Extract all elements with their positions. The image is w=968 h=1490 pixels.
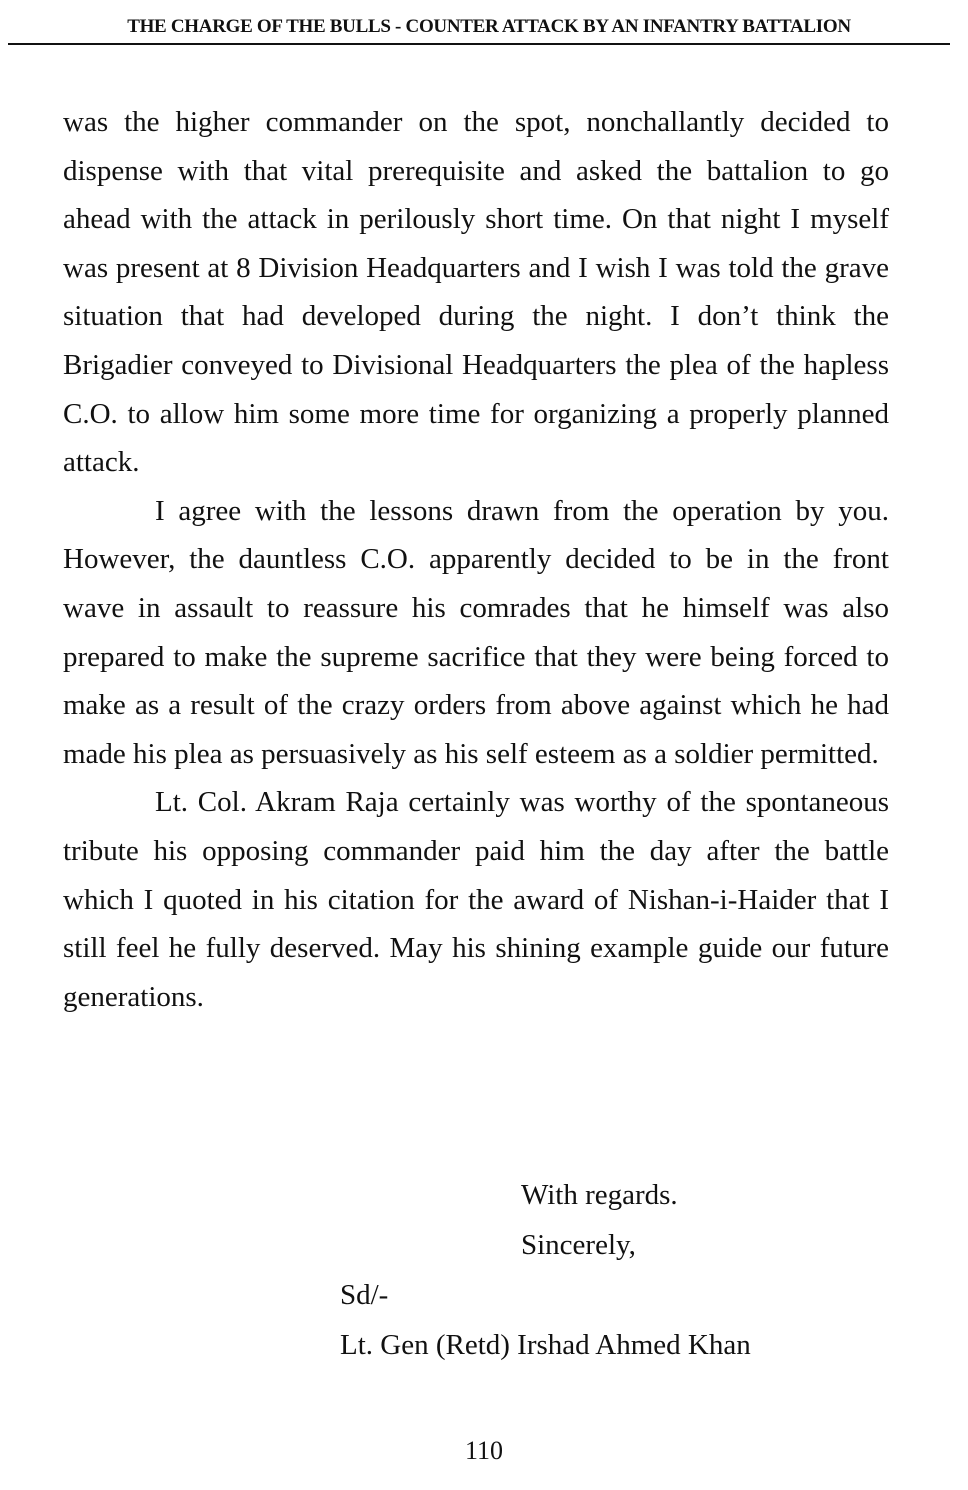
paragraph-lessons: I agree with the lessons drawn from the operation by you. However, the dauntless C.O. apparently decided to be in the front wave in assault to reassure his comrades that he himself was also prepared to make the supreme sacrifice that they were being forced to make as a result of the crazy orders from above against which he had made his plea as persuasively as his self esteem as a soldier permitted. [63, 494, 889, 770]
paragraph-continuation: was the higher commander on the spot, nonchallantly decided to dispense with that vital prerequisite and asked the battalion to go ahead with the attack in perilously short time. On that night I myself was present at 8 Division Headquarters and I wish I was told the grave situation that had developed during the night. I don’t think the Brigadier conveyed to Divisional Headquarters the plea of the hapless C.O. to allow him some more time for organizing a properly planned attack. [63, 106, 889, 479]
header-rule [8, 43, 950, 45]
paragraph-tribute: Lt. Col. Akram Raja certainly was worthy of the spontaneous tribute his opposing commander paid him the day after the battle which I quoted in his citation for the award of Nishan-i-Haider that I still feel he fully deserved. May his shining example guide our future generations. [63, 786, 889, 1013]
letter-body [63, 98, 889, 1021]
letter-closing [521, 1170, 678, 1270]
closing-sincerely: Sincerely, [521, 1229, 636, 1261]
signature-block [340, 1270, 751, 1370]
signatory-name: Lt. Gen (Retd) Irshad Ahmed Khan [340, 1329, 751, 1361]
running-header: THE CHARGE OF THE BULLS - COUNTER ATTACK BY AN INFANTRY BATTALION [127, 16, 851, 37]
page-number: 110 [464, 1436, 504, 1465]
signature-sd: Sd/- [340, 1279, 389, 1311]
closing-regards: With regards. [521, 1179, 678, 1211]
